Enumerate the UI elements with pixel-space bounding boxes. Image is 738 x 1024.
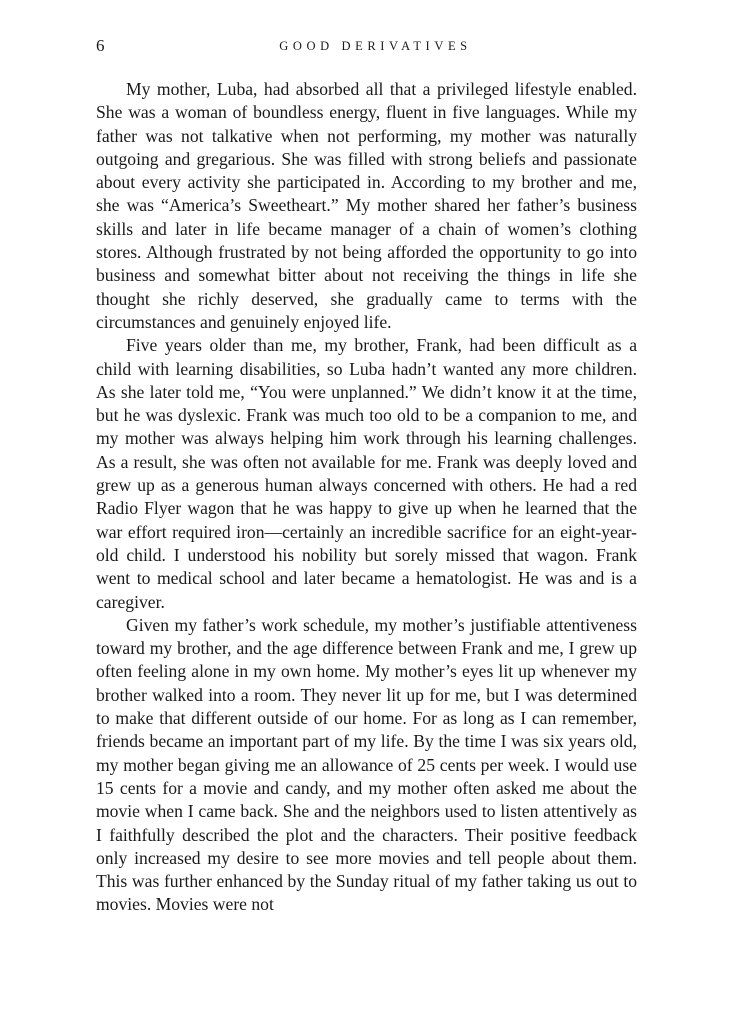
paragraph-growing-up: Given my father’s work schedule, my mother’s justifiable attentiveness toward my brother, and the age difference between Frank and me, I grew up often feeling alone in my own home. My mother’s eyes lit up whenever my brother walked into a room. They never lit up for me, but I was determined to make that different outside of our home. For as long as I can remember, friends became an important part of my life. By the time I was six years old, my mother began giving me an allowance of 25 cents per week. I would use 15 cents for a movie and candy, and my mother often asked me about the movie when I came back. She and the neighbors used to listen attentively as I faithfully described the plot and the characters. Their positive feedback only increased my desire to see more movies and tell people about them. This was further enhanced by the Sunday ritual of my father taking us out to movies. Movies were not: [96, 614, 637, 915]
running-title: GOOD DERIVATIVES: [279, 39, 472, 53]
body-text: [96, 78, 637, 917]
page-number: 6: [96, 36, 105, 55]
running-head: [96, 34, 637, 58]
paragraph-brother-frank: Five years older than me, my brother, Frank, had been difficult as a child with learning disabilities, so Luba hadn’t wanted any more children. As she later told me, “You were unplanned.” We didn’t know it at the time, but he was dyslexic. Frank was much too old to be a companion to me, and my mother was always helping him work through his learning challenges. As a result, she was often not available for me. Frank was deeply loved and grew up as a generous human always concerned with others. He had a red Radio Flyer wagon that he was happy to give up when he learned that the war effort required iron—certainly an incredible sacrifice for an eight-year-old child. I understood his nobility but sorely missed that wagon. Frank went to medical school and later became a hematologist. He was and is a caregiver.: [96, 335, 637, 612]
paragraph-mother-luba: My mother, Luba, had absorbed all that a privileged lifestyle enabled. She was a woman of boundless energy, fluent in five languages. While my father was not talkative when not performing, my mother was naturally outgoing and gregarious. She was filled with strong beliefs and passionate about every activity she participated in. According to my brother and me, she was “America’s Sweetheart.” My mother shared her father’s business skills and later in life became manager of a chain of women’s clothing stores. Although frustrated by not being afforded the opportunity to go into business and somewhat bitter about not receiving the things in life she thought she richly deserved, she gradually came to terms with the circumstances and genuinely enjoyed life.: [96, 79, 637, 332]
